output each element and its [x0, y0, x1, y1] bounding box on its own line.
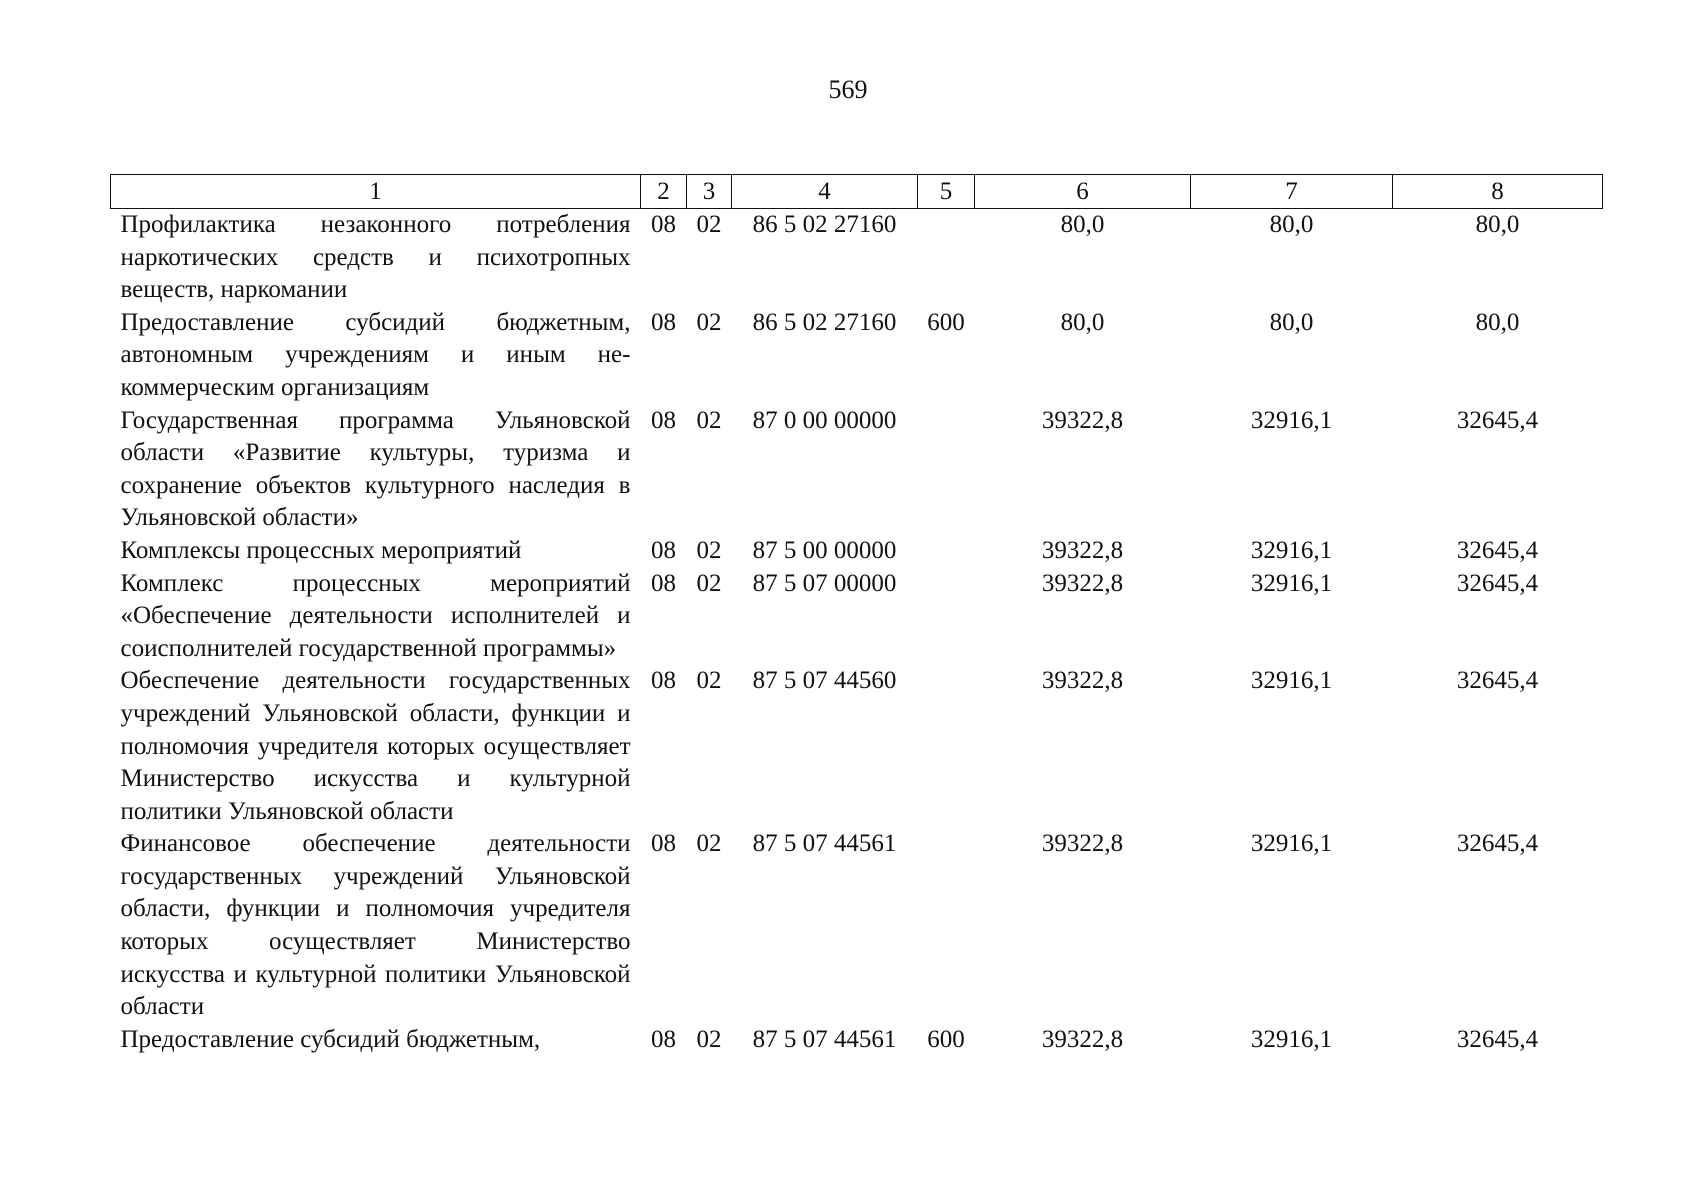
row-amount-year3: 32645,4 — [1456, 1025, 1539, 1053]
row-section: 08 — [651, 406, 676, 434]
row-amount-year3: 32645,4 — [1456, 830, 1539, 858]
row-name: Предоставление субсидий бюджетным, — [120, 1025, 541, 1053]
row-subsection: 02 — [696, 308, 722, 336]
row-name: Государственная программа Ульяновской области «Развитие культуры, туризма и сохранение объектов культурного наследия в Ульяновской области» — [120, 406, 631, 532]
table-row — [111, 209, 1603, 307]
header-row — [111, 175, 1603, 209]
row-expense-type: 600 — [927, 1025, 965, 1053]
row-expense-type — [918, 535, 975, 568]
row-target-article: 87 5 07 44560 — [752, 667, 897, 695]
row-name: Профилактика незаконного потребления наркотических средств и психотропных веществ, наркомании — [120, 211, 631, 304]
row-amount-year1: 39322,8 — [1041, 406, 1124, 434]
row-expense-type — [918, 568, 975, 666]
row-amount-year2: 32916,1 — [1250, 830, 1333, 858]
row-section: 08 — [651, 830, 676, 858]
row-amount-year1: 39322,8 — [1041, 830, 1124, 858]
row-target-article: 87 5 07 00000 — [752, 569, 897, 597]
table-row — [111, 1024, 1603, 1057]
row-target-article: 86 5 02 27160 — [752, 211, 897, 238]
row-subsection: 02 — [696, 406, 722, 434]
row-amount-year2: 80,0 — [1269, 211, 1314, 238]
row-expense-type — [918, 665, 975, 828]
row-amount-year2: 32916,1 — [1250, 1025, 1333, 1053]
row-amount-year3: 80,0 — [1475, 308, 1520, 336]
column-header-5: 5 — [918, 175, 975, 209]
row-amount-year2: 32916,1 — [1250, 536, 1333, 564]
row-amount-year3: 32645,4 — [1456, 536, 1539, 564]
row-expense-type — [918, 405, 975, 535]
table-header — [111, 175, 1603, 209]
row-name: Комплексы процессных мероприятий — [120, 536, 522, 564]
row-amount-year2: 32916,1 — [1250, 569, 1333, 597]
row-subsection: 02 — [696, 211, 722, 238]
row-section: 08 — [651, 569, 676, 597]
row-subsection: 02 — [696, 569, 722, 597]
row-subsection: 02 — [696, 667, 722, 695]
row-amount-year1: 80,0 — [1060, 308, 1105, 336]
table-row — [111, 535, 1603, 568]
table-row — [111, 828, 1603, 1024]
row-expense-type — [918, 209, 975, 307]
page-number: 569 — [828, 75, 868, 104]
row-amount-year2: 80,0 — [1269, 308, 1314, 336]
row-section: 08 — [651, 308, 676, 336]
column-header-8: 8 — [1393, 175, 1603, 209]
column-header-3: 3 — [687, 175, 732, 209]
row-amount-year1: 39322,8 — [1041, 667, 1124, 695]
row-target-article: 87 0 00 00000 — [752, 406, 897, 434]
column-header-6: 6 — [975, 175, 1191, 209]
row-amount-year3: 32645,4 — [1456, 667, 1539, 695]
row-amount-year3: 32645,4 — [1456, 569, 1539, 597]
row-amount-year2: 32916,1 — [1250, 667, 1333, 695]
column-header-4: 4 — [732, 175, 918, 209]
row-section: 08 — [651, 667, 676, 695]
row-target-article: 87 5 00 00000 — [752, 536, 897, 564]
row-amount-year3: 32645,4 — [1456, 406, 1539, 434]
table-row — [111, 405, 1603, 535]
row-target-article: 87 5 07 44561 — [752, 1025, 897, 1053]
column-header-7: 7 — [1191, 175, 1393, 209]
row-amount-year2: 32916,1 — [1250, 406, 1333, 434]
column-header-1: 1 — [111, 175, 641, 209]
table-row — [111, 568, 1603, 666]
table-body — [111, 209, 1603, 1057]
row-amount-year1: 39322,8 — [1041, 536, 1124, 564]
row-section: 08 — [651, 1025, 676, 1053]
row-section: 08 — [651, 536, 676, 564]
budget-table — [110, 174, 1603, 1056]
row-amount-year3: 80,0 — [1475, 211, 1520, 238]
row-name: Финансовое обеспечение деятельности государственных учреждений Ульяновской области, функции и полномочия учредителя которых осуществляет Министерство искусства и культурной политики Ульяновской области — [120, 830, 631, 1021]
row-amount-year1: 39322,8 — [1041, 1025, 1124, 1053]
row-subsection: 02 — [696, 536, 722, 564]
row-section: 08 — [651, 211, 676, 238]
table-row — [111, 307, 1603, 405]
row-target-article: 87 5 07 44561 — [752, 830, 897, 858]
row-name: Комплекс процессных мероприятий «Обеспечение деятельности исполнителей и соисполнителей государственной программы» — [120, 569, 631, 662]
row-name: Обеспечение деятельности государственных учреждений Ульяновской области, функции и полномочия учредителя которых осуществляет Министерство искусства и культурной политики Ульяновской области — [120, 667, 631, 825]
row-subsection: 02 — [696, 1025, 722, 1053]
row-amount-year1: 39322,8 — [1041, 569, 1124, 597]
row-subsection: 02 — [696, 830, 722, 858]
row-expense-type — [918, 828, 975, 1024]
table-row — [111, 665, 1603, 828]
row-target-article: 86 5 02 27160 — [752, 308, 897, 336]
row-expense-type: 600 — [927, 308, 965, 336]
column-header-2: 2 — [641, 175, 687, 209]
row-amount-year1: 80,0 — [1060, 211, 1105, 238]
row-name: Предоставление субсидий бюджетным, автономным учреждениям и иным некоммерческим организациям — [120, 308, 631, 401]
